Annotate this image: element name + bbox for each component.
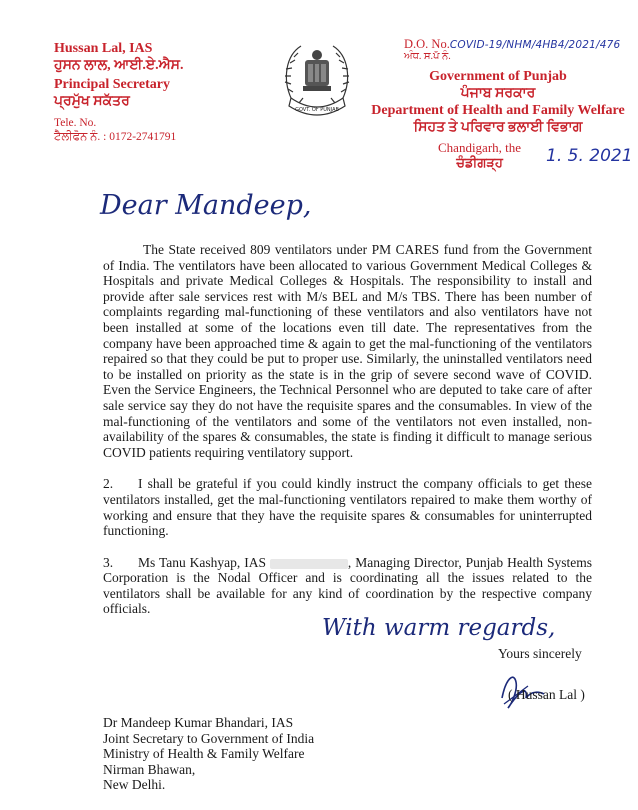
address-line: New Delhi. [103,777,166,792]
closing-handwritten: With warm regards, [322,615,556,641]
do-number-line [360,37,636,52]
place-label: Chandigarh, the [438,140,522,155]
letter-body [103,242,592,633]
closing-text: Yours sincerely [498,646,582,661]
paragraph-3-start: Ms Tanu Kashyap, IAS [138,554,266,570]
place-label-punjabi: ਚੰਡੀਗੜ੍ਹ [456,155,503,170]
address-line: Nirman Bhawan, [103,761,196,777]
emblem-icon [281,36,353,130]
sender-designation: Principal Secretary [54,77,170,92]
government-title: Government of Punjab [429,69,567,84]
paragraph-3-number: 3. [103,554,114,570]
address-line: Dr Mandeep Kumar Bhandari, IAS [103,715,294,730]
place-text [438,140,521,170]
paragraph-1: The State received 809 ventilators under PM CARES fund from the Government of India. The ventilators have been allocated to various Government Medical Colleges & Hospitals and private Medical Colleges & Hospitals. The responsibility to install and provide after sale services rest with M/s BEL and M/s TBS. There has been number of complaints regarding mal-functioning of these ventilators and also ventilators have not been installed at some of the locations even till date. The representatives from the company have been approached time & again to get the mal-functioning of the ventilators repaired so that they could be put to proper use. Similarly, the uninstalled ventilators need to be installed on priority as the state is in the grip of severe second wave of COVID. Even the Service Engineers, the Technical Personnel who are deputed to take care of after sale service say they do not have the requisite spares and the consumables. In view of the mal-functioning of the ventilators and some of the ventilators not even installed, non-availability of the spares & consumables, the state is finding it difficult to manage serious COVID patients requiring ventilatory support. [103,242,592,460]
department-block [360,37,636,172]
department-title-punjabi: ਸਿਹਤ ਤੇ ਪਰਿਵਾਰ ਭਲਾਈ ਵਿਭਾਗ [413,120,583,135]
do-number: COVID-19/NHM/4HB4/2021/476 [449,39,621,51]
place-date-line [360,140,636,172]
paragraph-2-text: I shall be grateful if you could kindly instruct the company officials to get these ventilators installed, get the mal-functioning ventilators repaired to make them worthy of working and ensure that they have the requisite spares & consumables for uninterrupted functioning. [103,476,592,539]
telephone-line [54,116,224,130]
sender-name: Hussan Lal, IAS [54,41,153,56]
sender-designation-punjabi: ਪ੍ਰਮੁੱਖ ਸਕੱਤਰ [54,94,130,109]
do-label-punjabi: ਅੰਧ. ਸ.ਪੱ ਨੰ. [404,51,451,62]
telephone-line-punjabi [54,130,224,144]
letter-date: 1. 5. 2021 [546,146,633,166]
sender-block [54,40,224,144]
sender-name-punjabi: ਹੁਸਨ ਲਾਲ, ਆਈ.ਏ.ਐਸ. [54,58,184,73]
tele-label-punjabi: ਟੈਲੀਫੋਨ ਨੰ. [54,131,101,143]
redaction-mark [270,559,348,569]
address-line: Ministry of Health & Family Welfare [103,746,305,761]
department-title: Department of Health and Family Welfare [371,103,625,118]
tele-label: Tele. No. [54,117,97,129]
signature-name: ( Hussan Lal ) [508,687,585,702]
salutation: Dear Mandeep, [100,190,312,221]
paragraph-3 [103,555,592,617]
address-line: Joint Secretary to Government of India [103,730,315,746]
do-label: D.O. No. [404,37,450,51]
paragraph-3-end: , Managing Director, Punjab Health Systems Corporation is the Nodal Officer and is coordinating all the issues related to the ventilators shall be available for any kind of coordination by the respective company officials. [103,554,593,617]
paragraph-2-number: 2. [103,476,114,492]
government-title-punjabi: ਪੰਜਾਬ ਸਰਕਾਰ [460,86,536,101]
paragraph-2 [103,476,592,538]
emblem-banner-text: GOVT. OF PUNJAB [295,107,339,113]
recipient-address [103,715,314,793]
state-emblem [281,36,353,130]
tele-number: : 0172-2741791 [103,131,177,143]
